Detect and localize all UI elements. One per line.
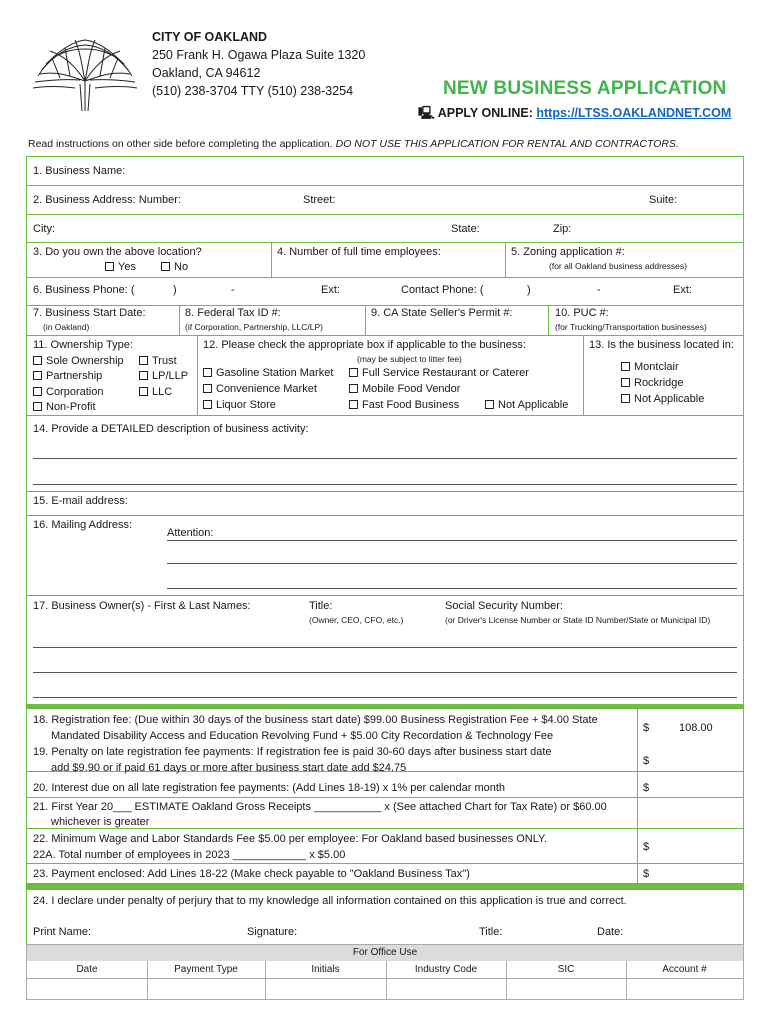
location-option-label: Montclair <box>634 361 679 373</box>
city-name: CITY OF OAKLAND <box>152 30 268 44</box>
checkbox-icon[interactable] <box>33 387 42 396</box>
owner-title-label: Title: <box>309 600 333 612</box>
address-line-2: Oakland, CA 94612 <box>152 66 261 80</box>
print-name-label: Print Name: <box>33 926 92 938</box>
state-label: State: <box>451 223 480 235</box>
page-title: NEW BUSINESS APPLICATION <box>443 78 727 99</box>
zoning-label: 5. Zoning application #: <box>511 246 625 258</box>
ownership-option-label: Partnership <box>46 370 103 382</box>
own-yes-label: Yes <box>118 261 136 273</box>
office-col-sic: SIC <box>506 961 627 1000</box>
puc-note: (for Trucking/Transportation businesses) <box>555 322 707 332</box>
office-col-account: Account # <box>662 964 707 975</box>
fee-line-21b: whichever is greater <box>51 816 150 828</box>
checkbox-icon[interactable] <box>485 400 494 409</box>
instructions-note: DO NOT USE THIS APPLICATION FOR RENTAL AND CONTRACTORS. <box>335 138 679 150</box>
contact-phone-dash: - <box>597 284 601 296</box>
oakland-tree-logo <box>30 36 140 114</box>
location-label: 13. Is the business located in: <box>589 339 734 351</box>
business-type-option-label: Convenience Market <box>216 383 317 395</box>
checkbox-icon[interactable] <box>203 400 212 409</box>
apply-online <box>418 104 731 125</box>
dollar-sign: $ <box>643 755 650 767</box>
business-type-option-label: Mobile Food Vendor <box>362 383 461 395</box>
ownership-option-label: Corporation <box>46 386 104 398</box>
decl-date-label: Date: <box>597 926 624 938</box>
checkbox-icon[interactable] <box>139 371 148 380</box>
city-label: City: <box>33 223 55 235</box>
contact-phone-label: Contact Phone: ( <box>401 284 484 296</box>
dollar-sign: $ <box>643 868 650 880</box>
fee-line-22: 22. Minimum Wage and Labor Standards Fee $5.00 per employee: For Oakland based businesses ONLY. <box>33 833 548 845</box>
checkbox-icon[interactable] <box>105 262 114 271</box>
puc-label: 10. PUC #: <box>555 307 609 319</box>
ssn-note: (or Driver's License Number or State ID Number/State or Municipal ID) <box>445 615 711 625</box>
suite-label: Suite: <box>649 194 678 206</box>
checkbox-icon[interactable] <box>621 394 630 403</box>
description-label: 14. Provide a DETAILED description of business activity: <box>33 423 309 435</box>
location-option[interactable] <box>621 361 679 373</box>
checkbox-icon[interactable] <box>621 362 630 371</box>
ownership-option-label: LP/LLP <box>152 370 189 382</box>
ownership-option-label: Trust <box>152 355 177 367</box>
business-address-label: 2. Business Address: Number: <box>33 194 181 206</box>
registration-fee-amount[interactable]: 108.00 <box>679 722 713 734</box>
federal-tax-label: 8. Federal Tax ID #: <box>185 307 281 319</box>
city-address-block <box>152 28 365 100</box>
instructions <box>28 138 679 150</box>
business-type-option[interactable] <box>203 383 317 395</box>
instructions-text: Read instructions on other side before completing the application. <box>28 138 333 150</box>
own-location-label: 3. Do you own the above location? <box>33 246 202 258</box>
ssn-label: Social Security Number: <box>445 600 563 612</box>
attention-label: Attention: <box>167 527 214 539</box>
business-type-option[interactable] <box>349 383 460 395</box>
business-type-option-label: Fast Food Business <box>362 399 460 411</box>
checkbox-icon[interactable] <box>621 378 630 387</box>
fee-line-19b: add $9.90 or if paid 61 days or more after business start date add $24.75 <box>51 762 407 774</box>
location-option[interactable] <box>621 393 704 405</box>
business-type-option-label: Not Applicable <box>498 399 569 411</box>
checkbox-icon[interactable] <box>161 262 170 271</box>
own-yes-option[interactable] <box>105 261 136 273</box>
fee-line-19: 19. Penalty on late registration fee payments: If registration fee is paid 30-60 days after business start date <box>33 746 552 758</box>
checkbox-icon[interactable] <box>139 356 148 365</box>
business-phone-dash: - <box>231 284 235 296</box>
business-phone-paren: ) <box>173 284 177 296</box>
own-no-option[interactable] <box>161 261 188 273</box>
email-label: 15. E-mail address: <box>33 495 128 507</box>
checkbox-icon[interactable] <box>203 368 212 377</box>
apply-label: APPLY ONLINE: <box>437 106 533 120</box>
business-name-label: 1. Business Name: <box>33 165 126 177</box>
business-type-option-label: Liquor Store <box>216 399 276 411</box>
ownership-option[interactable] <box>33 401 96 413</box>
business-type-label: 12. Please check the appropriate box if applicable to the business: <box>203 339 526 351</box>
ownership-option-label: Sole Ownership <box>46 355 124 367</box>
checkbox-icon[interactable] <box>349 368 358 377</box>
decl-title-label: Title: <box>479 926 503 938</box>
location-option-label: Rockridge <box>634 377 684 389</box>
computer-icon: 🖳 <box>418 106 435 120</box>
ownership-option-label: Non-Profit <box>46 401 96 413</box>
checkbox-icon[interactable] <box>33 371 42 380</box>
business-type-option[interactable] <box>203 367 333 379</box>
ownership-option[interactable] <box>139 370 188 382</box>
fee-line-18: 18. Registration fee: (Due within 30 days of the business start date) $99.00 Business Registration Fee + $4.00 State <box>33 714 598 726</box>
office-col-date: Date <box>27 961 148 1000</box>
ownership-type-label: 11. Ownership Type: <box>33 339 133 351</box>
phone-line: (510) 238-3704 TTY (510) 238-3254 <box>152 84 354 98</box>
ownership-option-label: LLC <box>152 386 173 398</box>
seller-permit-label: 9. CA State Seller's Permit #: <box>371 307 513 319</box>
fee-line-20: 20. Interest due on all late registration fee payments: (Add Lines 18-19) x 1% per calendar month <box>33 782 506 794</box>
location-option[interactable] <box>621 377 684 389</box>
ownership-option[interactable] <box>33 370 102 382</box>
checkbox-icon[interactable] <box>349 400 358 409</box>
apply-online-link[interactable]: https://LTSS.OAKLANDNET.COM <box>536 106 732 120</box>
office-col-initials: Initials <box>265 961 387 1000</box>
checkbox-icon[interactable] <box>139 387 148 396</box>
application-form <box>26 156 744 708</box>
own-no-label: No <box>174 261 189 273</box>
street-label: Street: <box>303 194 336 206</box>
fee-line-23: 23. Payment enclosed: Add Lines 18-22 (Make check payable to "Oakland Business Tax") <box>33 868 470 880</box>
fee-line-21: 21. First Year 20___ ESTIMATE Oakland Gross Receipts ___________ x (See attached Chart for Tax Rate) or $60.00 <box>33 801 607 813</box>
office-use-table <box>26 944 744 1000</box>
start-date-label: 7. Business Start Date: <box>33 307 146 319</box>
declaration-text: 24. I declare under penalty of perjury that to my knowledge all information contained on this application is true and correct. <box>33 895 627 907</box>
contact-phone-paren: ) <box>527 284 531 296</box>
zip-label: Zip: <box>553 223 572 235</box>
contact-phone-ext: Ext: <box>673 284 692 296</box>
checkbox-icon[interactable] <box>33 356 42 365</box>
owner-names-label: 17. Business Owner(s) - First & Last Names: <box>33 600 251 612</box>
business-type-note: (may be subject to litter fee) <box>357 354 462 364</box>
office-col-industry-code: Industry Code <box>386 961 507 1000</box>
mailing-address-label: 16. Mailing Address: <box>33 519 133 531</box>
fee-line-18b: Mandated Disability Access and Education Revolving Fund + $5.00 City Recordation & Technology Fee <box>51 730 554 742</box>
office-col-payment-type: Payment Type <box>147 961 266 1000</box>
employees-label: 4. Number of full time employees: <box>277 246 441 258</box>
start-date-note: (in Oakland) <box>43 322 90 332</box>
dollar-sign: $ <box>643 841 650 853</box>
ownership-option[interactable] <box>33 355 124 367</box>
owner-title-note: (Owner, CEO, CFO, etc.) <box>309 615 404 625</box>
business-type-option-label: Full Service Restaurant or Caterer <box>362 367 529 379</box>
ownership-option[interactable] <box>139 355 177 367</box>
ownership-option[interactable] <box>33 386 103 398</box>
office-use-heading: For Office Use <box>27 945 743 961</box>
business-type-option[interactable] <box>349 367 529 379</box>
ownership-option[interactable] <box>139 386 172 398</box>
checkbox-icon[interactable] <box>349 384 358 393</box>
zoning-note: (for all Oakland business addresses) <box>549 261 687 271</box>
fees-section <box>26 708 744 884</box>
business-type-not-applicable[interactable] <box>485 399 568 411</box>
location-option-label: Not Applicable <box>634 393 705 405</box>
federal-tax-note: (if Corporation, Partnership, LLC/LP) <box>185 322 323 332</box>
fee-line-22a: 22A. Total number of employees in 2023 ____________ x $5.00 <box>33 849 346 861</box>
business-phone-ext: Ext: <box>321 284 340 296</box>
checkbox-icon[interactable] <box>203 384 212 393</box>
business-type-option[interactable] <box>349 399 459 411</box>
signature-label: Signature: <box>247 926 298 938</box>
dollar-sign: $ <box>643 722 650 734</box>
business-type-option[interactable] <box>203 399 276 411</box>
dollar-sign: $ <box>643 782 650 794</box>
declaration-section <box>26 889 744 944</box>
business-type-option-label: Gasoline Station Market <box>216 367 334 379</box>
address-line-1: 250 Frank H. Ogawa Plaza Suite 1320 <box>152 48 366 62</box>
business-phone-label: 6. Business Phone: ( <box>33 284 135 296</box>
checkbox-icon[interactable] <box>33 402 42 411</box>
